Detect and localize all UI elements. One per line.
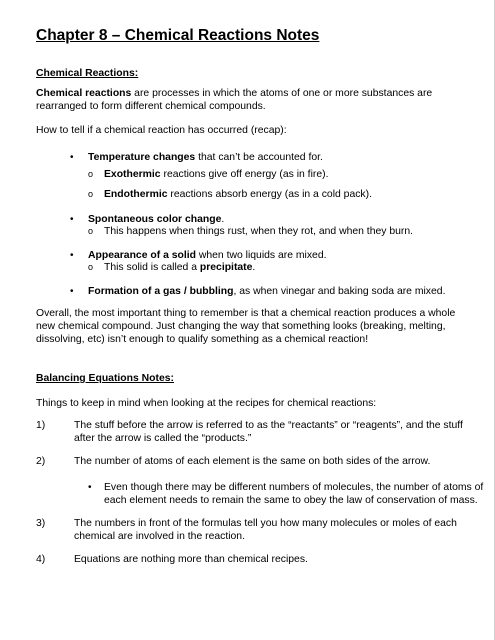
list-number: 4) [36,554,46,565]
page-title: Chapter 8 – Chemical Reactions Notes [36,27,320,44]
overall-paragraph-line: new chemical compound. Just changing the way that something looks (breaking, melting, [36,321,446,332]
bullet-icon: • [70,214,74,225]
section-heading-chemical-reactions: Chemical Reactions: [36,68,139,79]
list-item-temperature [88,151,323,164]
numbered-item-2-line-1: The number of atoms of each element is the same on both sides of the arrow. [74,456,431,467]
numbered-item-3-line-1: The numbers in front of the formulas tell you how many molecules or moles of each [74,518,457,529]
numbered-item-4-line-1: Equations are nothing more than chemical recipes. [74,554,308,565]
definition-line-1 [36,87,432,100]
sub-bullet-line-1: Even though there may be different numbers of molecules, the number of atoms of [104,482,484,493]
sub-bullet-icon: o [88,226,94,236]
list-item-gas [88,285,445,298]
term-exothermic: Exothermic [104,169,161,180]
sub-item-text: . [252,262,256,273]
numbered-item-3-line-2: chemical are involved in the reaction. [74,531,245,542]
sub-item-text: reactions absorb energy (as in a cold pack). [167,189,372,200]
sub-item-exothermic [104,168,328,181]
intro-text: Things to keep in mind when looking at the recipes for chemical reactions: [36,398,377,409]
overall-paragraph-line: Overall, the most important thing to remember is that a chemical reaction produces a whole [36,308,456,319]
sub-bullet-icon: o [88,169,94,179]
sub-item-endothermic [104,188,372,201]
definition-text: are processes in which the atoms of one or more substances are [131,88,433,99]
list-number: 1) [36,420,46,431]
howto-text: How to tell if a chemical reaction has occurred (recap): [36,125,287,136]
definition-line-2: rearranged to form different chemical compounds. [36,101,266,112]
term-formation-gas: Formation of a gas / bubbling [88,286,234,297]
bullet-icon: • [70,152,74,163]
overall-paragraph-line: dissolving, etc) isn’t enough to qualify something as a chemical reaction! [36,334,369,345]
sub-bullet-icon: o [88,189,94,199]
list-item-text: . [221,214,225,225]
term-temperature-changes: Temperature changes [88,152,196,163]
sub-item-precipitate [104,261,255,274]
term-color-change: Spontaneous color change [88,214,222,225]
sub-item-rust: This happens when things rust, when they rot, and when they burn. [104,226,414,237]
bullet-icon: • [70,286,74,297]
list-number: 2) [36,456,46,467]
bullet-icon: • [70,250,74,261]
section-heading-balancing-equations: Balancing Equations Notes: [36,373,174,384]
list-item-text: that can’t be accounted for. [195,152,323,163]
list-item-text: , as when vinegar and baking soda are mixed. [233,286,446,297]
term-precipitate: precipitate [199,262,253,273]
numbered-item-1-line-2: after the arrow is called the “products.” [74,433,252,444]
term-appearance-solid: Appearance of a solid [88,250,196,261]
term-endothermic: Endothermic [104,189,168,200]
sub-bullet-icon: o [88,262,94,272]
sub-item-text: reactions give off energy (as in fire). [160,169,329,180]
list-item-text: when two liquids are mixed. [195,250,327,261]
bullet-icon: • [88,482,92,493]
term-chemical-reactions: Chemical reactions [36,88,132,99]
list-number: 3) [36,518,46,529]
sub-bullet-line-2: each element needs to remain the same to obey the law of conservation of mass. [104,495,478,506]
numbered-item-1-line-1: The stuff before the arrow is referred to as the “reactants” or “reagents”, and the stuff [74,420,463,431]
sub-item-text: This solid is called a [104,262,200,273]
